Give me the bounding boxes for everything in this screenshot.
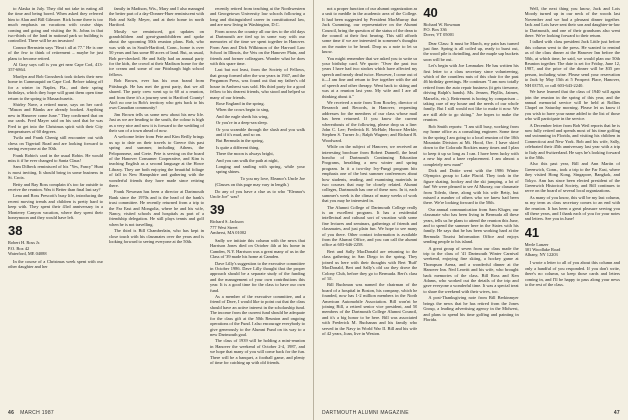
address-line: Waterford, ME 04088 bbox=[8, 250, 47, 256]
address-line: Richard W. Bowman bbox=[423, 22, 461, 27]
paragraph: Lena and Ross Prescott's busy life, introducing the recent moving trends and children is pretty hard to keep with. They spent their 43rd anniversary in a Monterey Canyon vacation, where they spent their honeymoon and they would have left. bbox=[8, 193, 103, 221]
paragraph: Shirley Nave, a retired nurse, says on her card: "Mason and Blanks are already booked. Anything new in Hanover come June." They confirmed that on our cards. Fred Mayer said on his card that he was Fred to get into the Christmas spirit with their City temperatures of 60 degrees. bbox=[8, 101, 103, 134]
class-secretary-address bbox=[525, 242, 620, 258]
paragraph: Connor Bernstein says "Beat t all at 77." He is one of the few to think of retirement – maybe he just plans to become retired. bbox=[8, 44, 103, 61]
paragraph: Let's begin with Joe Lenmaker. He has written his first letter to a class secretary since volunteering, which of the countless nuts of this chair for the past 46 birthday greetings. He continues "I am now totally retired from the auto repair business (it gets tiresome, driving Ralph's hands). Ms. Jensen, Phyllis, Jaimes, Marselis, etc.). Retirement is boring by comparison – taking care of my house and the needs of our whole family. But I still would not like to make it now. We are still able to go skiing." Joe hopes to make the reunion. bbox=[423, 63, 519, 123]
paragraph: Bill Buchman was named the chairman of the board of a hospital in Boston, his company, which he founded, now has 1-2 million members in the North American Automobile Association. Bill won'nt be joining Bill, a retired senior vice president, and 50 members of the Dartmouth College Alumni Council, and it's a big honor to be here. Bill was associated with Frederick M. Buchanan and his family who served in the Navy in World War II. Bill and his wife of 42 years, Joan, live in Weston. bbox=[322, 282, 418, 336]
paragraph: Bert and Sally MacDonald are returning to the class gathering in San Diego in the spring. They joined us here with their thoughts with Bert 'Ruff' MacDonald, Bert and Sally's old car they drove the Colony Club, before they go to Bermuda. Bert's class of '41. bbox=[322, 248, 418, 281]
paragraph: The class of 1939 will be holding a mini-reunion in Hanover the weekend of October 2-4, 1987, and we hope that many of you will come back for the fun. There will be a banquet, a football game, and plenty of time for catching up with old friends. bbox=[210, 338, 305, 365]
page-number: 47 bbox=[613, 410, 620, 416]
paragraph: Well, the next thing you know, Jack and Lois Moody turned up in our neck of the woods last November and we had a pleasant dinner together. Jack and Lois have sent their son and daughter-in-law to Dartmouth, and one of their grandsons also went there. We're looking forward to their return. bbox=[524, 6, 620, 39]
paragraph: A December letter from Bob Weil reports that he is now fully retired and spends most of his time golfing and swimming in Florida, and visiting his children in Connecticut and New York. Bob and his wife, Sally, celebrated their 45th anniversary last year with a trip to Italy and Switzerland. He says he's looking forward to the 50th. bbox=[524, 122, 620, 160]
left-column-2 bbox=[109, 6, 204, 398]
poem-line: But Bermuda in the spring, bbox=[216, 138, 264, 144]
address-line: Richard S. Jackson bbox=[210, 219, 244, 225]
paragraph: A post-Thanksgiving note from Bill Berkinmyer brings the news that he has retired from the Jones Group, a leading advertising agency in the Midwest, and plans to spend his time golfing and painting in Florida. bbox=[423, 295, 519, 322]
right-page bbox=[314, 0, 628, 420]
paragraph: Jim Brown tells us some new about his new life. Just as we are heading to the south, the colour is high as a very nice and now it is forward to the wedding of their son of a town ahead of now. bbox=[109, 111, 204, 133]
paragraph: Dear Class: It must be March, my pain has turned just fine. Spring is all coiled up, ready to burst out, the wood pile is dwindling, and the maple sap buckets soon will be out. bbox=[423, 40, 519, 62]
paragraph: family in Madison, Wis., Mary and I also managed the better part of a day-Donner-Huer reminiscent with Bob and Sally Meyer, and at their home in north Hartford. bbox=[109, 6, 204, 28]
class-secretary-address bbox=[210, 219, 305, 235]
poem-line: And you can walk the path at night, bbox=[216, 157, 279, 163]
paragraph: In the course of a Christmas week spent with our other daughter and her bbox=[8, 259, 103, 270]
right-column-1 bbox=[322, 6, 417, 398]
paragraph: From across the country all our ties to the old days at Dartmouth are tied up in some way with our memories of the time we spent together in Hanover. From Ann and Dick Wilkinson of the Harvard Law School in Illinois, the Vets on the Hanover Plain, and friends and former colleagues. Wonder what he does with this spare time. bbox=[210, 28, 305, 67]
address-line: Amherst, MA 01002 bbox=[210, 229, 247, 235]
poem-line: When the crows begin to sing, bbox=[216, 107, 270, 113]
left-page-footer bbox=[8, 410, 305, 416]
paragraph: to Alaska in July. They did not take in eating all the time and being bored. When asked they referred him to Alan and Bill Gilmore. Rick home there is too much emphasis on vacations with cruise ships coming and going and visiting the St. Johns in that two-thirds of the land in national park so building is controlled. There will be an invasion! bbox=[8, 6, 103, 44]
paragraph: Mostly we reminisced, got updates on grandchildren and great-grandchildren and spoke about the upcoming 50th reunion plans. Bob, who was with us in South-Hartford, Conn., home is over 50 years and has some 80 acres of land. But, as usual, Bob pre-checked. He and Sally had an annual party for the kids, the crowd at their Madison home for the ice cream and some of our Pittsburgh high school fellows. bbox=[109, 28, 204, 77]
paragraph: The Alumni College of Dartmouth College really is an excellent program. It has a residential intellectual and cultural sort of vacation with some fine lectures and seminars, gatherings of friends and classmates, and just plain fun. We hope to see many of you there. Other contact information is available from the Alumni Office, and you can call the alumni office at 603-646-2258. bbox=[322, 204, 418, 248]
signature-line: To you my love, Eleanor's Uncle Joe bbox=[240, 175, 305, 181]
address-line: 777 West Street bbox=[210, 224, 238, 230]
right-column-2 bbox=[423, 6, 518, 398]
paragraph: We received a note from Tom Rowley, director of Research and Records, in Hanover, requesting addresses for the members of our class whose mail has been returned. If you know the current whereabouts of the following, please drop us a line: John C. Lee; Frederick R. McHale; Horace Merkle; Stephen S. Turner Jr.; Ralph Wagner; and Richard R. Woodward. bbox=[322, 99, 418, 143]
right-column-3 bbox=[525, 6, 620, 398]
paragraph: Dick and Dottie went with the 1986 Winter Olympics group to Lake Placid. They took in the figure skating, hockey and the ski jumping, a lot of fun! We were pleased to see Al Murray, our classmate from Toledo, there, along with his wife Betty, but missed a number of others who we knew had been there. We're looking forward to the 50th. bbox=[423, 167, 519, 206]
address-line: Albany, NY 12203 bbox=[524, 252, 558, 258]
poem-line: And the eagle sheds his wing, bbox=[216, 113, 269, 119]
paragraph: recently retired from teaching at the Northwestern and Georgetown University law schools following a long and distinguished career in constitutional law, and are now living in Washington, D.C. bbox=[210, 6, 305, 28]
paragraph: A great group of seven from our class made the trip to the class of '41 Dartmouth Winter Carnival weekend, enjoying fine skiing, a hockey game at Thompson Arena, and a wonderful dinner at the Hanover Inn. Ned Leavitt and his wife, who brought back memories of the class. Bill Ross and Ken Adams, who worked out the details of the trip and gave everyone a wonderful time. It was a special treat to share the weekend with their wives, too. bbox=[423, 245, 519, 294]
paragraph: (Classes on this page may vary in length.) bbox=[215, 182, 289, 188]
address-line: Merle Lanzer bbox=[524, 241, 549, 247]
address-line: Dover, VT 05001 bbox=[423, 32, 455, 38]
left-column-3 bbox=[210, 6, 305, 398]
paragraph: Do any of you have a clue as to who "Eleanor's Uncle Joe" was? bbox=[210, 188, 305, 199]
left-col1-body bbox=[8, 6, 103, 220]
paragraph: Last but not least, from the Society of Fellows, that group formed after the war years in 1947, and the Pergamon Press, was found out that my father's old house in Amherst was sold. His third party for a good fellow to his dearest friends, who stood and helped so many of our friends. bbox=[210, 67, 305, 100]
poem-line: Or you're in a deep-sea sleep. bbox=[216, 120, 268, 126]
paragraph: You might remember that we asked you to write us your birthday card. We quote: "Over the past two years I have had two strokes which have affected my speech and nearly dead twice. However, I come out of it—I am fine and return to live together with the aid of speech and other therapy. Went back to skiing and was at a reunion last year. My wife and I are all thinking about it." bbox=[322, 55, 418, 99]
class-secretary-address bbox=[8, 240, 103, 256]
issue-date: MARCH 1987 bbox=[20, 410, 55, 416]
paragraph: Bob Smith reports: "I am still busy, working from my home office as a consulting engineer. Some time in the spring I am going to a local reunion of the 10th Mountain Division at Mt. Hood, Ore. I have skied down to the Colorado Rockies many times and I plan to keep it up so long as I can. I have been lucky with a new hip and a knee replacement. I am almost a completely new man!" bbox=[423, 123, 519, 167]
address-line: 301 Woodlake Road bbox=[524, 247, 561, 253]
paragraph: We have learned that the class of 1940 will again join the reunion in the spring of this year, and the annual memorial service will be held at Rollins Chapel on Saturday morning. Please let us know if you wish to have your name added to the list of those who will participate in the service. bbox=[524, 89, 620, 122]
poem-line: Rose England in the spring. bbox=[216, 100, 265, 106]
left-column-1 bbox=[8, 6, 103, 398]
paragraph: Sadly we initiate this column with the news that Harrison Jones died on October 4th at his home in Camden, N.Y. Harrison was a great many of us in the Class of '39 made his home at Camden. bbox=[210, 238, 305, 260]
paragraph: Marilyn and Bob Grossbeck took tickets their new home in Cummaquid on Cape Cod. Before taking off for a winter in Naples, Fla., and their spring birthdays, which they hope will grant them open time return to the spring to Massachusetts. bbox=[8, 73, 103, 101]
paragraph: Our annual communication from Sam Kluger, our classmate who has been living in Bermuda all these years, tells us he plans to attend the reunion this June, and to spend the summer here in the States with his family. He says that he has been working hard at the Bermuda Tourist Information Office and enjoys sending people to his island. bbox=[423, 206, 519, 245]
paragraph: I talked with class president Jack Little just before this column went to the press. He wanted to remind us of the class dinner at the Hanover Inn before the 50th, at which time, he said, we would plan our 50th Reunion together. The date is set for Friday, June 12, 1987, and the price of the dinner will be $35 per person, including wine. Please send your reservation to Jack by May 15th at 5 Prospect Place, Hanover, NH 03755, or call 603-643-2240. bbox=[524, 39, 620, 88]
poem-line: Or you scramble through the slush and you walk and if it's mud, and so on. bbox=[216, 126, 305, 137]
address-line: P.O. Box 42 bbox=[8, 245, 30, 251]
address-line: Robert H. Ross Jr. bbox=[8, 240, 41, 246]
paragraph: Twila and Frank Chenig still encounter out with chess on Tigertail Road and are looking forward to seeing everyone at the 50th. bbox=[8, 135, 103, 152]
paragraph: A welcome letter from Pete and Kim Reilly brings us up to date on their travels to Greece this past spring and summer, including Athens, the Peloponnese, and Crete. Pete is serving on the board of the Hanover Consumer Cooperative, and Kim is teaching English as a second language at the Howe Library. They are both enjoying the beautiful foliage of fall in New Hampshire and gathering with the wonderful friends they have made since retiring there. bbox=[109, 134, 204, 188]
paragraph: not a proper function of our alumni organization as a unit to meddle in the academic area of the College. It had been suggested by President MacMurray that Jack Cumming, our representative on the Alumni Council, bring the question of the status of the dean to the council at their first hearing. This still affords some time if we are interested in someone's thoughts on the matter to be heard. Drop us a note to let us know. bbox=[322, 6, 418, 55]
paragraph: Bob Brown, ever has his own brand from Pittsburgh. He has met the great party, that we all shared. The party crew went up to 60 at a reunion, and from there it's a journey sent to Hartford County! Ain't no one in Bob's territory who gets back to his own Canadian community! bbox=[109, 78, 204, 111]
paragraph: Also this past year, Bill and Ann Martin of Greenwich, Conn., took a trip to the Far East, where they visited Hong Kong, Singapore, Bangkok, and Tokyo. Ann has since been elected president of the Greenwich Historical Society, and Bill continues to serve on the board of several local organizations. bbox=[524, 161, 620, 194]
paragraph: As a member of the executive committee, and a friend of Dave, I would like to point out that the class should have an active interest in the scholarship fund. The income from the current fund should be adequate for the class gift at the 50th Reunion and ongoing operations of the Fund. I also encourage everybody to give generously to the Alumni Fund on its way to a new Dartmouth goal. bbox=[210, 294, 305, 337]
class-secretary-address bbox=[423, 22, 518, 38]
class-year-heading: 40 bbox=[423, 6, 438, 20]
poem-line: Longing and smiling with spring, while your spring shines. bbox=[216, 163, 305, 175]
paragraph: Frank Robin's card in the usual Robin. He would miss it if he ever changed to Santa Claus! bbox=[8, 152, 103, 163]
right-page-footer bbox=[322, 410, 620, 416]
paragraph: Sam Dilbeck reminisced of his "Yes, Fancy" Hunt is most inviting. It should bring in some business in St. Croix. bbox=[8, 164, 103, 181]
paragraph: I wrote a letter to all of you about this column and only a handful of you responded. If you don't write, there's no column, so keep those cards and letters coming in, and I'll be happy to pass along your news to the rest of the class. bbox=[524, 260, 620, 288]
class-year-heading: 41 bbox=[524, 224, 540, 240]
paragraph: While on the subject of Hanover, we received an interesting brochure from Robert Dunnell, the head honcho of Dartmouth Continuing Education Programs, heralding a new winter and spring program. In it a two-day Ivy-Fungi program hits emphasis one of the best summer conferences about how students, reading, and examining materials in two courses that may be closely related. Alumni colleges, Dartmouth has one of these now. In it, each summer's week is the climax of many weeks of work that you may be interested in. bbox=[322, 144, 418, 204]
class-year-heading: 38 bbox=[8, 223, 23, 239]
paragraph: Frank Newman has been a director at Dartmouth Bank since the 1970s and is the head of the bank's trust committee. He recently returned from a trip to the Far East and Mongolia, where he and his wife, Nancy, visited schools and hospitals as part of a friendship delegation. He still plays tennis and golf when he is not travelling. bbox=[109, 189, 204, 227]
paragraph: Betty and Ray Ross complain it's too far outside to receive the reunion. Was it Better than final last say? bbox=[8, 181, 103, 192]
paragraph: The third is Bill Chamberlain, who has kept in close touch with his classmates over the years and is looking forward to seeing everyone at the 50th. bbox=[109, 228, 204, 245]
poem-line: Is quite a different thing. bbox=[216, 144, 260, 150]
page-number: 46 bbox=[8, 410, 15, 416]
poem-line: There the moon is always bright, bbox=[216, 151, 274, 157]
paragraph: Dave Lilly's suggestion to the executive committee in October 1986. Dave Lilly thought that the proper approach should be a separate study of the funding and the management of your own contributions this year. It is a good time for the class to have our own fund. bbox=[210, 260, 305, 293]
paragraph: Al Gray says call is you get near Cape Cod, 413-357-6864. bbox=[8, 62, 103, 73]
address-line: P.O. Box 336 bbox=[423, 27, 447, 33]
class-year-heading: 39 bbox=[210, 202, 225, 218]
magazine-name: DARTMOUTH ALUMNI MAGAZINE bbox=[322, 410, 409, 416]
paragraph: As many of you know, this will be my last column, as my term as class secretary comes to an end with the reunion. It has been a great pleasure serving you all these years, and I thank each of you for your notes and letters. See you in June! bbox=[524, 194, 620, 222]
